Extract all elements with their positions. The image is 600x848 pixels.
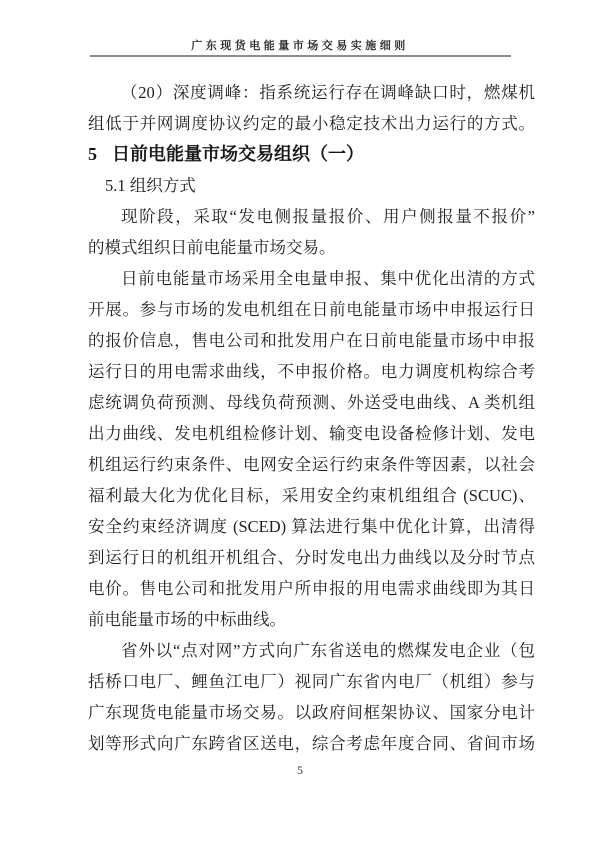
para-market-line-6: 出力曲线、发电机组检修计划、输变电设备检修计划、发电: [88, 424, 535, 443]
page-number: 5: [297, 763, 303, 777]
para-market-line-7: 机组运行约束条件、电网安全运行约束条件等因素，以社会: [88, 455, 535, 474]
para-market-line-4: 运行日的用电需求曲线，不申报价格。电力调度机构综合考: [88, 362, 535, 381]
para-market-line-12: 前电能量市场的中标曲线。: [88, 610, 286, 629]
para-market-line-9: 安全约束经济调度 (SCED) 算法进行集中优化计算，出清得: [88, 517, 535, 536]
section-heading-number: 5: [88, 144, 97, 164]
para-mode-line-2: 的模式组织日前电能量市场交易。: [88, 238, 336, 257]
header-rule: [90, 55, 511, 57]
para-mode-line-1: 现阶段，采取“发电侧报量报价、用户侧报量不报价”: [121, 207, 535, 226]
para-market-line-3: 的报价信息，售电公司和批发用户在日前电能量市场中申报: [88, 331, 535, 350]
para-market-line-11: 电价。售电公司和批发用户所申报的用电需求曲线即为其日: [88, 579, 535, 598]
para-definition-line-2: 组低于并网调度协议约定的最小稳定技术出力运行的方式。: [88, 114, 535, 133]
para-definition-line-1: （20）深度调峰：指系统运行存在调峰缺口时，燃煤机: [121, 83, 535, 102]
document-content: [88, 77, 535, 759]
para-market-line-10: 到运行日的机组开机组合、分时发电出力曲线以及分时节点: [88, 548, 535, 567]
para-market-line-2: 开展。参与市场的发电机组在日前电能量市场中申报运行日: [88, 300, 535, 319]
section-heading: [88, 139, 535, 170]
section-heading-title: 日前电能量市场交易组织（一）: [112, 144, 364, 164]
para-external-line-1: 省外以“点对网”方式向广东省送电的燃煤发电企业（包: [121, 641, 535, 660]
para-market-line-8: 福利最大化为优化目标，采用安全约束机组组合 (SCUC)、: [88, 486, 535, 505]
para-external-line-4: 划等形式向广东跨省区送电，综合考虑年度合同、省间市场: [88, 734, 535, 753]
subsection-heading: 5.1 组织方式: [105, 176, 196, 195]
para-market-line-1: 日前电能量市场采用全电量申报、集中优化出清的方式: [121, 269, 535, 288]
para-external-line-2: 括桥口电厂、鲤鱼江电厂）视同广东省内电厂（机组）参与: [88, 672, 535, 691]
para-market-line-5: 虑统调负荷预测、母线负荷预测、外送受电曲线、A 类机组: [88, 393, 535, 412]
para-external-line-3: 广东现货电能量市场交易。以政府间框架协议、国家分电计: [88, 703, 535, 722]
header-title: 广东现货电能量市场交易实施细则: [191, 40, 409, 52]
